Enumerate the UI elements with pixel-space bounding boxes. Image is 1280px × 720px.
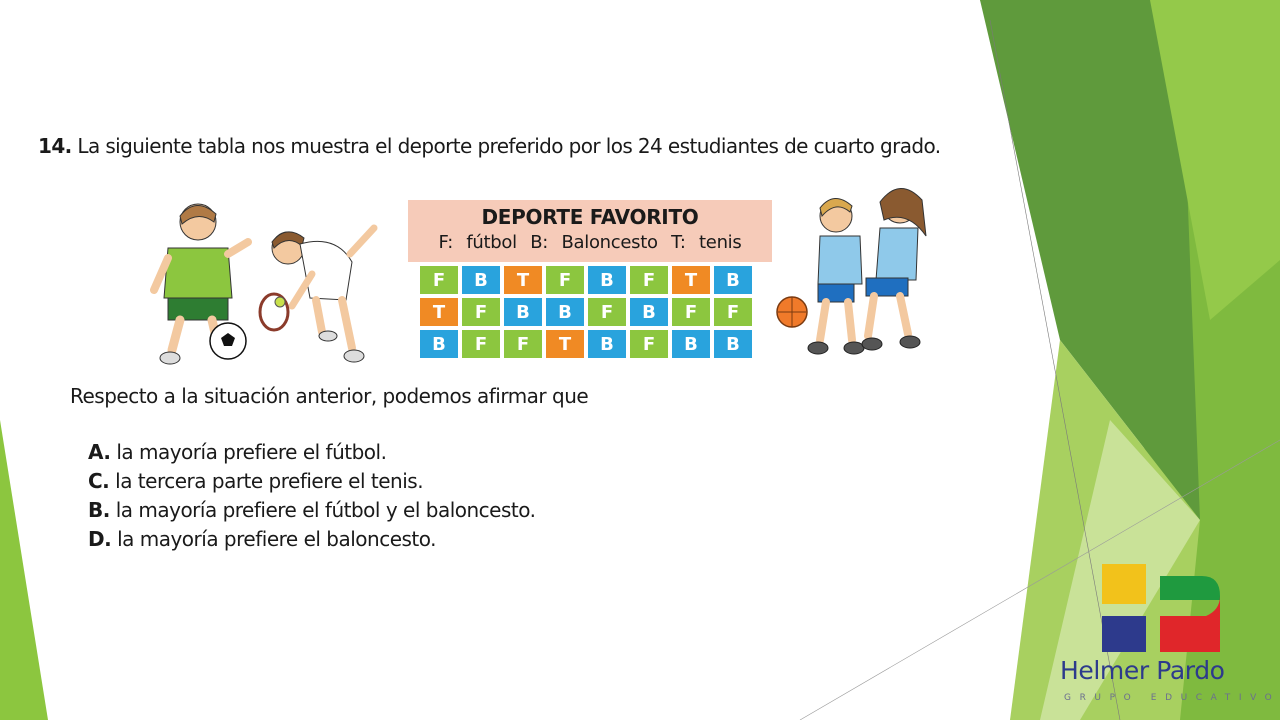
logo-mark bbox=[1052, 560, 1272, 656]
table-cell: B bbox=[672, 330, 710, 358]
table-cell: F bbox=[462, 330, 500, 358]
option-letter: A. bbox=[88, 440, 111, 464]
table-cell: F bbox=[714, 298, 752, 326]
option-text: la tercera parte prefiere el tenis. bbox=[115, 469, 424, 493]
table-cell: B bbox=[630, 298, 668, 326]
option-a[interactable] bbox=[88, 440, 535, 469]
table-cell: B bbox=[588, 330, 626, 358]
table-cell: F bbox=[546, 266, 584, 294]
table-cell: F bbox=[630, 330, 668, 358]
table-cell: F bbox=[420, 266, 458, 294]
table-cell: F bbox=[630, 266, 668, 294]
table-title: DEPORTE FAVORITO bbox=[481, 205, 699, 229]
tennis-player-illustration bbox=[256, 214, 386, 374]
table-grid bbox=[420, 266, 772, 358]
prompt-text: Respecto a la situación anterior, podemos afirmar que bbox=[70, 384, 589, 408]
logo-subtitle: GRUPO EDUCATIVO bbox=[1064, 693, 1280, 703]
option-text: la mayoría prefiere el baloncesto. bbox=[117, 527, 437, 551]
question-number: 14. bbox=[38, 134, 72, 158]
table-cell: T bbox=[420, 298, 458, 326]
soccer-player-illustration bbox=[146, 198, 256, 368]
table-cell: B bbox=[714, 330, 752, 358]
left-green-triangle bbox=[0, 420, 48, 720]
table-cell: B bbox=[588, 266, 626, 294]
question-body: La siguiente tabla nos muestra el deporte preferido por los 24 estudiantes de cuarto grado. bbox=[77, 134, 941, 158]
logo-name: Helmer Pardo bbox=[1060, 656, 1225, 685]
question-text bbox=[38, 134, 941, 158]
option-letter: B. bbox=[88, 498, 110, 522]
option-c[interactable] bbox=[88, 469, 535, 498]
table-cell: B bbox=[546, 298, 584, 326]
option-d[interactable] bbox=[88, 527, 535, 556]
table-header bbox=[408, 200, 772, 262]
table-cell: F bbox=[504, 330, 542, 358]
option-letter: D. bbox=[88, 527, 112, 551]
favorite-sport-table bbox=[408, 200, 772, 358]
option-b[interactable] bbox=[88, 498, 535, 527]
answer-options bbox=[88, 440, 535, 556]
table-cell: F bbox=[672, 298, 710, 326]
table-cell: F bbox=[588, 298, 626, 326]
table-cell: B bbox=[714, 266, 752, 294]
option-text: la mayoría prefiere el fútbol. bbox=[116, 440, 387, 464]
table-cell: T bbox=[546, 330, 584, 358]
table-cell: F bbox=[462, 298, 500, 326]
table-cell: T bbox=[672, 266, 710, 294]
table-cell: B bbox=[420, 330, 458, 358]
table-legend: F: fútbol B: Baloncesto T: tenis bbox=[438, 232, 742, 253]
table-cell: B bbox=[462, 266, 500, 294]
table-cell: T bbox=[504, 266, 542, 294]
basketball-players-illustration bbox=[776, 180, 936, 360]
table-cell: B bbox=[504, 298, 542, 326]
option-letter: C. bbox=[88, 469, 110, 493]
helmer-pardo-logo bbox=[1052, 560, 1280, 710]
option-text: la mayoría prefiere el fútbol y el baloncesto. bbox=[115, 498, 536, 522]
